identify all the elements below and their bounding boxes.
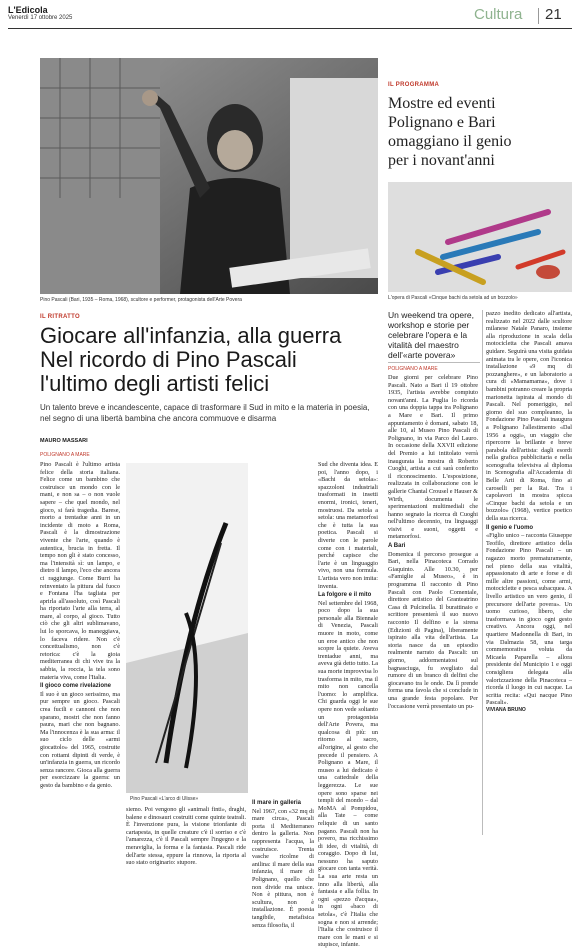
teaser-rule	[388, 362, 480, 363]
subheading: A Bari	[388, 543, 406, 550]
subheading: Il mare in galleria	[252, 800, 302, 806]
masthead-title: L'Edicola	[8, 5, 48, 15]
place-tag: POLIGNANO A MARE	[40, 452, 90, 458]
program-title-line: per i novant'anni	[388, 152, 495, 169]
main-photo-caption: Pino Pascali (Bari, 1935 – Roma, 1968), scultore e performer, protagonista dell'Arte Povera	[40, 297, 242, 303]
subhead: Un talento breve e incandescente, capace di trasformare il Sud in mito e la materia in poesia, nel segno di una libertà bambina che ancora commuove e disarma	[40, 403, 370, 423]
paragraph: Due giorni per celebrare Pino Pascali. Nato a Bari il 19 ottobre 1935, l'artista avrebbe compiuto novant'anni. La Puglia lo ricorda con una doppia tappa tra Polignano a Mare e Bari. Il primo appuntamento è domani, sabato 18, alle 10, al Museo Pino Pascali di Polignano, in via Parco del Lauro. In occasione della XXVII edizione del Premio a lui intitolato verrà inaugurata la mostra di Roberto Cuoghi, artista a cui sarà conferito il riconoscimento. L'esposizione, realizzata in collaborazione con le gallerie Chantal Crousel e Hauser & Wirth, documenta le sperimentazioni multimediali che hanno segnato la ricerca di Cuoghi nell'ultimo decennio, tra linguaggi visivi e suoni, oggetti e metamorfosi.	[388, 374, 478, 541]
byline: MAURO MASSARI	[40, 438, 88, 444]
paragraph: Il suo è un gioco serissimo, ma pur sempre un gioco. Pascali crea fucili e cannoni che non sparano, mostri che non fanno paura, mari che non bagnano. Ma l'innocenza è la sua arma: il suo ciclo delle «armi giocattolo» del 1965, costruite con rottami dipinti di verde, è un'infanzia in guerra, un ricordo senza rancore. Gioca alla guerra per esorcizzare la guerra: un gesto da bambino e da genio.	[40, 690, 120, 789]
inner-photo-caption: Pino Pascali «L'arco di Ulisse»	[130, 796, 199, 802]
top-rule	[8, 28, 572, 29]
program-kicker: IL PROGRAMMA	[388, 82, 440, 88]
column-3	[252, 800, 314, 929]
main-photo	[40, 58, 378, 294]
column-1	[40, 461, 120, 831]
program-teaser: Un weekend tra opere, workshop e storie per celebrare l'opera e la vitalità del maestro dell'«arte povera»	[388, 310, 474, 360]
main-kicker: IL RITRATTO	[40, 314, 80, 320]
paragraph: pazzo inedito dedicato all'artista, realizzato nel 2022 dalle scultore milanese Natale Panaro, insieme alla riproduzione in scala della motocicletta che Pascali amava guidare. Seguirà una visita guidata animata tra le opere, con l'iconica installazione «9 mq di pozzanghere», e un laboratorio a cura di «Mamamama», dove i bambini potranno creare la propria marionetta ispirata al mondo di Pascali. Nel pomeriggio, nel giorno del suo compleanno, la Fondazione Pino Pascali inaugura a Polignano l'allestimento «Dal 1956 a oggi», un viaggio che ripercorre la brillante e breve parabola dell'artista: dagli esordi nella grafica pubblicitaria e nella scenografia televisiva al diploma in Scenografia all'Accademia di Belle Arti di Roma, fino ai caroselli per la Rai. Tra i capolavori in mostra spicca «Cinque bachi da setola e un bozzolo» (1968), vertice poetico della sua ricerca.	[486, 310, 572, 523]
program-title-line: Mostre ed eventi	[388, 95, 496, 112]
program-place-tag: POLIGNANO A MARE	[388, 366, 438, 372]
program-title	[388, 94, 568, 170]
signature: VIVIANA BRUNO	[486, 706, 526, 713]
subheading: Il gioco come rivelazione	[40, 683, 112, 690]
program-title-line: Polignano e Bari	[388, 114, 496, 131]
page-separator	[538, 8, 539, 24]
paragraph: Pino Pascali è l'ultimo artista felice della storia italiana. Felice come un bambino che costruisce un mondo con le mani, e non sa – o non vuole sapere – che quel mondo, nel gioco, si farà tragedia. Barese, morto a trentadue anni in un incidente di moto a Roma, Pascali è la dimostrazione vivente che l'arte, quando è autentica, brucia in fretta. Il tempo non gli è stato concesso, ma l'intensità sì: un lampo, e dietro il lampo, l'eco che ancora ci raggiunge. Come Burri ha reinventato la pittura dal fuoco e Fontana l'ha tagliata per aprirla all'assoluto, così Pascali ha riportato l'arte alla terra, al mare, al corpo, al gioco. Tutto ciò che gli altri sublimavano, lui lo sporcava, lo maneggiava, lo faceva ridere. Non c'è concettualismo, non c'è retorica: c'è la gioia mediterranea di chi vive tra la sabbia, la roccia, la tela sono materia viva, come l'Italia.	[40, 461, 120, 681]
side-photo	[388, 182, 572, 292]
column-2	[126, 806, 246, 867]
silkworm-sculpture-image	[388, 182, 572, 292]
column-4	[318, 461, 378, 949]
ulysses-bow-image	[126, 463, 248, 793]
main-headline	[40, 324, 380, 396]
subheading: La folgore e il mito	[318, 592, 372, 599]
column-divider	[482, 310, 483, 835]
paragraph: Nel settembre del 1968, poco dopo la sua personale alla Biennale di Venezia, Pascali muore in moto, come un eroe antico che non scopre la quiete. Aveva trentadue anni, ma aveva già detto tutto. La sua morte improvvisa lo trasforma in mito, ma il mito non cancella l'uomo: lo amplifica. Chi guarda oggi le sue opere non vede soltanto un protagonista dell'Arte Povera, ma qualcosa di più: un ritorno al sacro, all'origine, al gesto che precede il pensiero. A Polignano a Mare, il museo a lui dedicato è una cattedrale della leggerezza. Le sue opere sono sparse nei templi del mondo – dal MoMA al Pompidou, alla Tate – come reliquie di un santo pagano. Pascali non ha povero, ma ricchissimo di idee, di vitalità, di coraggio. Dopo di lui, nessuno ha saputo giocare con tanta verità. La sua arte resta un inno alla libertà, alla fantasia e alla follia. In ogni «pezzo d'acqua», in ogni «baco di setola», c'è l'Italia che sogna e non si arrende; l'Italia che costruisce il mare con le mani e si stupisce, infante.	[318, 599, 378, 949]
headline-line: Nel ricordo di Pino Pascali	[40, 347, 297, 372]
program-title-line: omaggiano il genio	[388, 133, 512, 150]
inner-photo	[126, 463, 248, 793]
column-6	[486, 310, 572, 838]
headline-line: Giocare all'infanzia, alla guerra	[40, 323, 342, 348]
headline-line: l'ultimo degli artisti felici	[40, 371, 270, 396]
paragraph: Nel 1967, con «32 mq di mare circa», Pascali porta il Mediterraneo dentro la galleria. Non rappresenta l'acqua, la costruisce. Trenta vasche ricolme di anilina: il mare della sua infanzia, il mare di Polignano, quello che non divide ma unisce. Non è pittura, non è scultura, non è installazione. È poesia tangibile, metafisica senza filosofia, il	[252, 807, 314, 929]
side-photo-caption: L'opera di Pascali «Cinque bachi da setola ad un bozzolo»	[388, 295, 518, 301]
paragraph: «Figlio unico – racconta Giuseppe Teofilo, direttore artistico della Fondazione Pino Pascali – un ragazzo morto prematuramente, nel pieno della sua vitalità, appassionato di arte e forse e di mille altre passioni, come armi, motociclette e pesca subacquea. A livello artistico un vero genio, il precursore dell'arte povera». Un uomo curioso, libero, che trasformava in gioco ogni gesto creativo. Ancora oggi, nel quartiere Madonnella di Bari, in via Dalmazia 58, una targa commemorativa voluta da Micaela Paparella – allora presidente del Municipio 1 e oggi consigliera delegata alla valorizzazione della Pinacoteca – ricorda il luogo in cui nacque. La scritta recita: «Qui nacque Pino Pascali».	[486, 532, 572, 707]
paragraph: Domenica il percorso prosegue a Bari, nella Pinacoteca Corrado Giaquinto. Alle 10.30, per «Famiglie al Museo», è in programma Il racconto di Pino Pascali con Paolo Comentale, direttore artistico del Granteatrino Casa di Pulcinella. Il burattinaio e scrittore presenterà il suo nuovo racconto Il delfino e la sirena (Edizioni di Pagina), liberamente ispirato alla vita dell'artista. La storia nasce da un episodio realmente narrato da Pascali: un giorno, addormentatosi sul bagnasciuga, fu svegliato dal rumore di un branco di delfini che giocavano tra le onde. Da lì prende forma una favola che si conclude in una grande festa popolare. Per l'occasione verrà presentato un pu-	[388, 550, 478, 710]
page-number: 21	[545, 6, 562, 23]
subheading: Il genio e l'uomo	[486, 524, 534, 531]
masthead-date: Venerdì 17 ottobre 2025	[8, 15, 73, 21]
paragraph: siemo. Poi vengono gli «animali finti», draghi, balene e dinosauri costruiti come quinte teatrali. È l'invenzione pura, la visione trionfante di cartapesta, in quelle creature c'è il sorriso e c'è l'amarezza, c'è il Pascali sempre l'ingegno e la meraviglia, la forma e la fantasia. Pascali ride dell'arte stessa, eppure la rinnova, la riporta al suo stato originario: stupore.	[126, 806, 246, 867]
artist-portrait-image	[40, 58, 378, 294]
section-label: Cultura	[474, 6, 523, 23]
column-5	[388, 374, 478, 838]
paragraph: Sud che diventa idea. E poi, l'anno dopo, i «Bachi da setola»: spazzoloni industriali trasformati in insetti enormi, ironici, teneri, mostruosi. Da setola a setola: una metamorfosi che è tutta la sua poetica. Pascali si diverte con le parole come con i materiali, perché capisce che l'arte è un linguaggio vivo, non una formula. L'artista vero non imita: inventa.	[318, 461, 378, 590]
